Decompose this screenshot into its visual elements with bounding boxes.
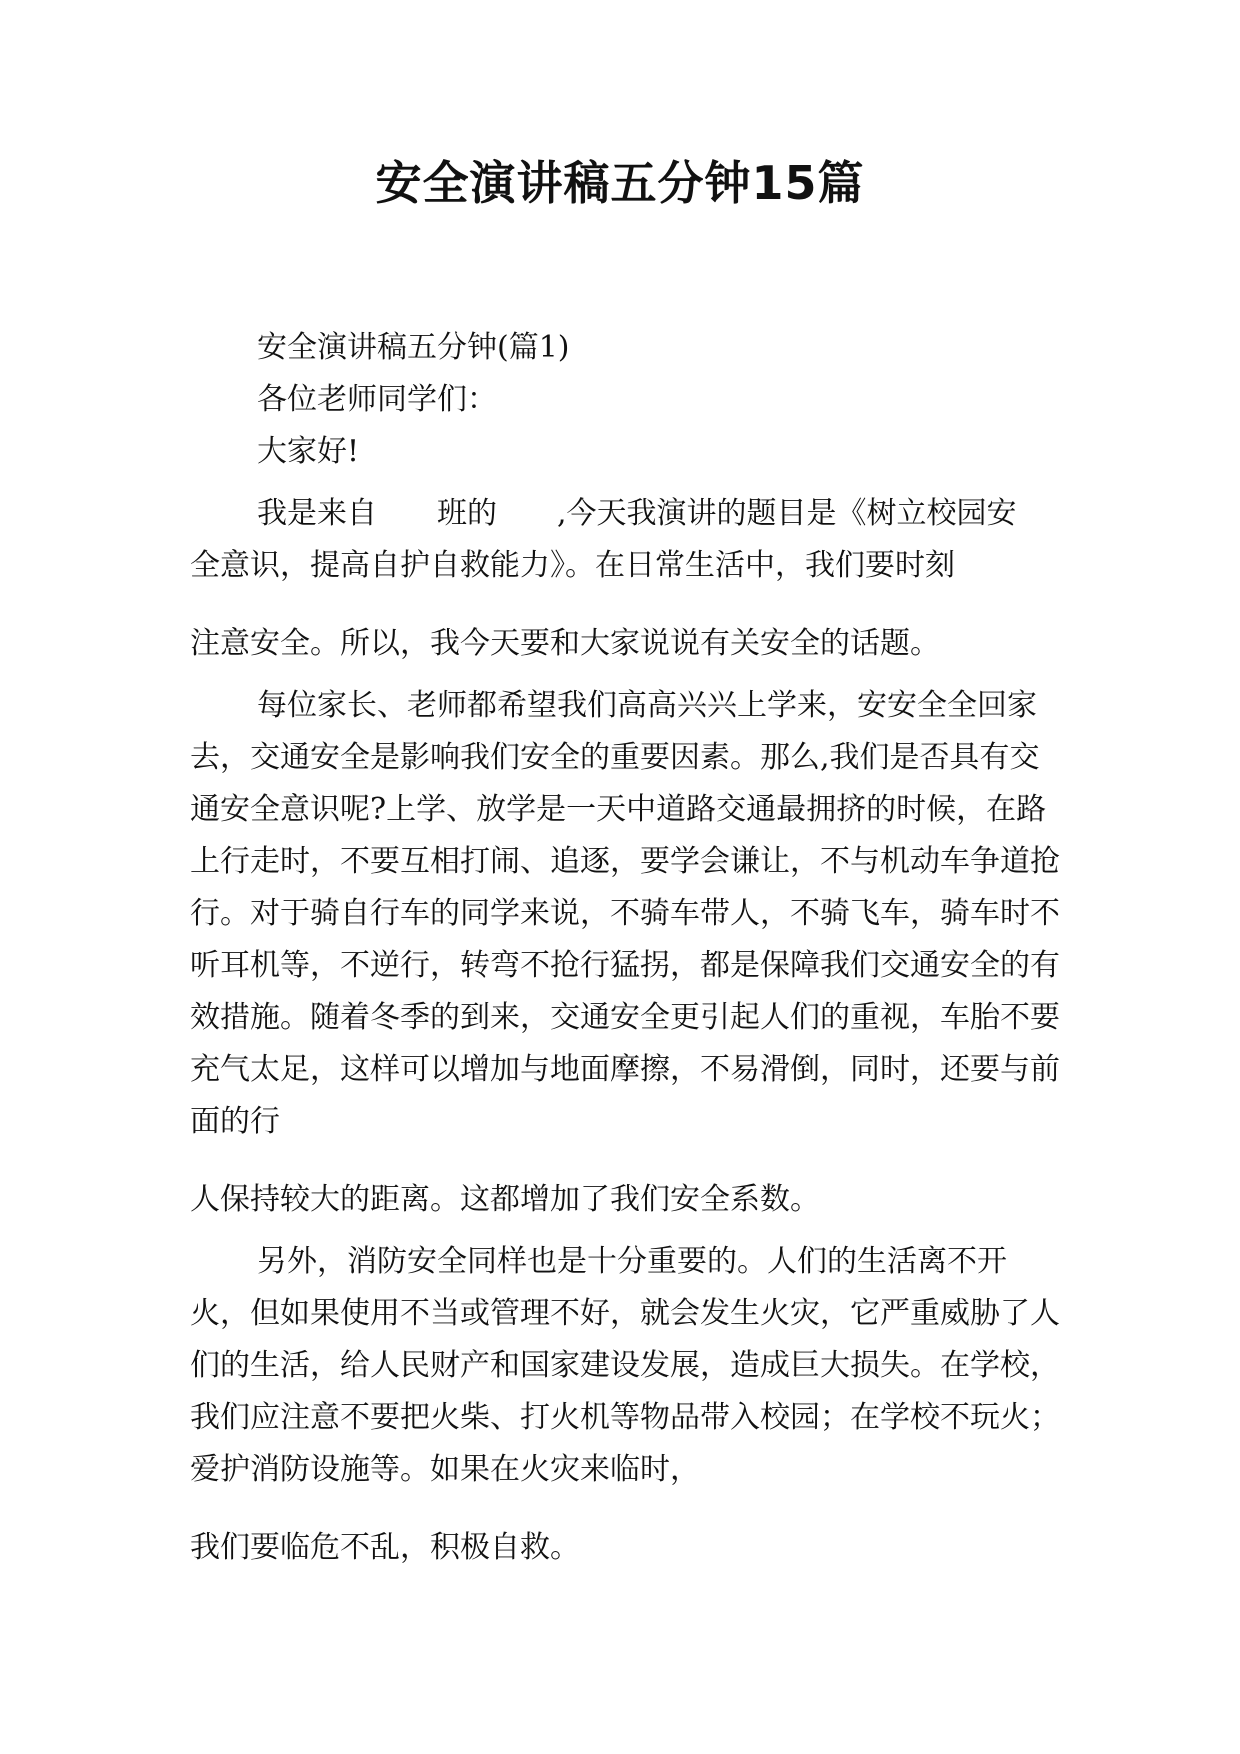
paragraph: 我们要临危不乱，积极自救。 (190, 1530, 580, 1565)
paragraph: 另外，消防安全同样也是十分重要的。人们的生活离不开火，但如果使用不当或管理不好，就会发生火灾，它严重威胁了人们的生活，给人民财产和国家建设发展，造成巨大损失。在学校，我们应注意不要把火柴、打火机等物品带入校园；在学校不玩火；爱护消防设施等。如果在火灾来临时， (190, 1244, 1060, 1487)
paragraph: 人保持较大的距离。这都增加了我们安全系数。 (190, 1182, 820, 1217)
paragraph: 我是来自 班的 ,今天我演讲的题目是《树立校园安 全意识，提高自护自救能力》。在日常生活中，我们要时刻 (190, 496, 1047, 583)
salutation: 各位老师同学们： (257, 382, 497, 417)
paragraph: 每位家长、老师都希望我们高高兴兴上学来，安安全全回家去，交通安全是影响我们安全的重要因素。那么,我们是否具有交通安全意识呢?上学、放学是一天中道路交通最拥挤的时候，在路上行走时，不要互相打闹、追逐，要学会谦让，不与机动车争道抢行。对于骑自行车的同学来说，不骑车带人，不骑飞车，骑车时不听耳机等，不逆行，转弯不抢行猛拐，都是保障我们交通安全的有效措施。随着冬季的到来，交通安全更引起人们的重视，车胎不要充气太足，这样可以增加与地面摩擦，不易滑倒，同时，还要与前面的行 (190, 688, 1060, 1139)
greeting: 大家好! (257, 434, 360, 469)
document-title: 安全演讲稿五分钟15篇 (375, 156, 865, 210)
section-heading: 安全演讲稿五分钟(篇1) (257, 330, 570, 365)
document-body (190, 322, 1060, 1574)
paragraph: 注意安全。所以，我今天要和大家说说有关安全的话题。 (190, 626, 940, 661)
